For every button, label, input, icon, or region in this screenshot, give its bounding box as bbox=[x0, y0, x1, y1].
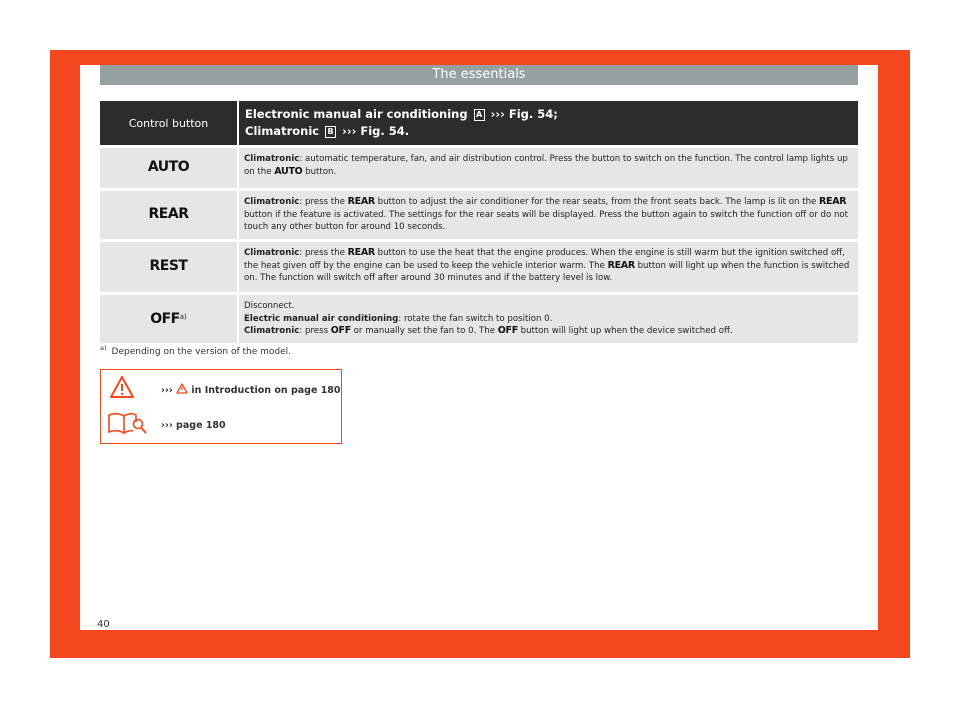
badge-a-icon: A bbox=[474, 109, 485, 121]
reference-box bbox=[100, 369, 342, 444]
off-key-inline-icon: OFF bbox=[497, 325, 518, 337]
button-cell bbox=[100, 190, 238, 241]
col-header-description: Electronic manual air conditioning A ››› Fig. 54; Climatronic B ››› Fig. 54. bbox=[238, 101, 858, 147]
warning-triangle-icon bbox=[109, 375, 135, 399]
section-header: The essentials bbox=[100, 65, 858, 85]
control-table-wrapper bbox=[100, 101, 858, 343]
description-cell: Climatronic: press the REAR button to adjust the air conditioner for the rear seats, from the front seats back. The lamp is lit on the REAR button if the feature is activated. The settings for the rear seats will be displayed. Press the button again to switch the function off or do not touch any other button for around 10 seconds. bbox=[238, 190, 858, 241]
warning-small-icon bbox=[176, 383, 188, 394]
auto-key-inline-icon: AUTO bbox=[274, 165, 303, 177]
manual-book-icon bbox=[106, 410, 148, 436]
table-row bbox=[100, 190, 858, 241]
button-cell bbox=[100, 147, 238, 190]
description-cell: Climatronic: automatic temperature, fan, and air distribution control. Press the button to switch on the function. The control lamp lights up on the AUTO button. bbox=[238, 147, 858, 190]
description-cell: Disconnect. Electric manual air conditioning: rotate the fan switch to position 0. Climatronic: press OFF or manually set the fan to 0. The OFF button will light up when the device switched off. bbox=[238, 294, 858, 343]
footnote: $^{a)}$ Depending on the version of the model. bbox=[100, 344, 292, 357]
page-number: 40 bbox=[97, 619, 110, 630]
off-key-inline-icon: OFF bbox=[330, 325, 351, 337]
reference-page-link[interactable]: ››› page 180 bbox=[161, 420, 226, 431]
button-cell bbox=[100, 241, 238, 294]
reference-warning-link[interactable]: ››› in Introduction on page 180 bbox=[161, 385, 341, 396]
badge-b-icon: B bbox=[325, 126, 336, 138]
table-row bbox=[100, 241, 858, 294]
button-cell: OFF$^{a)}$ bbox=[100, 294, 238, 343]
rear-key-icon: REAR bbox=[148, 205, 189, 222]
table-row bbox=[100, 147, 858, 190]
off-key-icon: OFF bbox=[150, 310, 180, 327]
rest-key-icon: REST bbox=[149, 257, 188, 274]
rear-key-inline-icon: REAR bbox=[347, 247, 375, 258]
rear-key-inline-icon: REAR bbox=[607, 259, 635, 271]
col-header-control-button: Control button bbox=[100, 101, 238, 147]
control-table bbox=[100, 101, 858, 343]
description-cell: Climatronic: press the REAR button to use the heat that the engine produces. When the engine is still warm but the ignition switched off, the heat given off by the engine can be used to keep the vehicle interior warm. The REAR button will light up when the function is switched on. The function will switch off after around 30 minutes and if the battery level is low. bbox=[238, 241, 858, 294]
table-row bbox=[100, 294, 858, 343]
table-header-row bbox=[100, 101, 858, 147]
rear-key-inline-icon: REAR bbox=[819, 196, 847, 207]
rear-key-inline-icon: REAR bbox=[347, 196, 375, 207]
auto-key-icon: AUTO bbox=[147, 158, 190, 175]
